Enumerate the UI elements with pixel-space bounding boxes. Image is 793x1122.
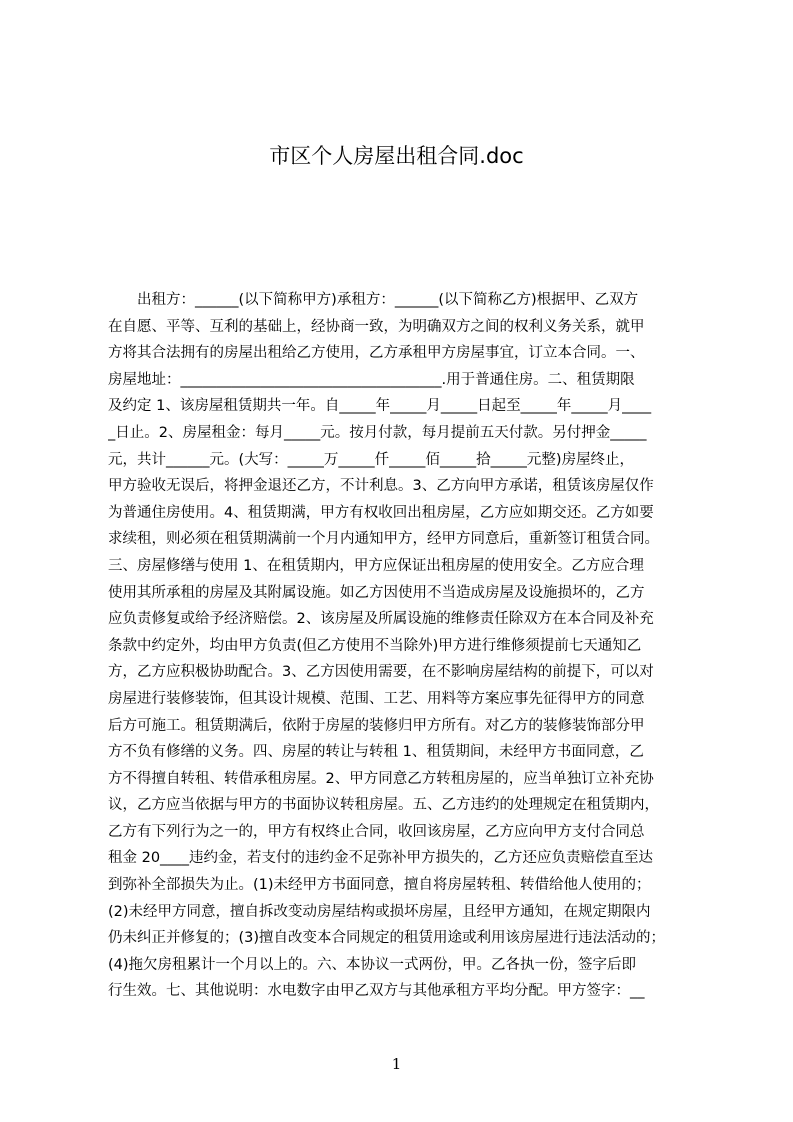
body-line: 到弥补全部损失为止。(1)未经甲方书面同意，擅自将房屋转租、转借给他人使用的； — [108, 877, 651, 894]
body-line: 条款中约定外，均由甲方负责(但乙方使用不当除外)甲方进行维修须提前七天通知乙 — [108, 637, 642, 654]
body-line: 方不得擅自转租、转借承租房屋。2、甲方同意乙方转租房屋的，应当单独订立补充协 — [108, 770, 654, 787]
body-line: 方不负有修缮的义务。四、房屋的转让与转租 1、租赁期间，未经甲方书面同意，乙 — [108, 744, 644, 761]
body-line: 行生效。七、其他说明：水电数字由甲乙双方与其他承租方平均分配。甲方签字：__ — [108, 983, 645, 1000]
body-line: 甲方验收无误后，将押金退还乙方，不计利息。3、乙方向甲方承诺，租赁该房屋仅作 — [108, 478, 654, 495]
document-title: 市区个人房屋出租合同.doc — [269, 144, 524, 168]
body-line: 房屋进行装修装饰，但其设计规模、范围、工艺、用料等方案应事先征得甲方的同意 — [108, 690, 645, 707]
body-line: (4)拖欠房租累计一个月以上的。六、本协议一式两份，甲。乙各执一份，签字后即 — [108, 956, 637, 973]
page-number: 1 — [391, 1055, 402, 1073]
body-line: 应负责修复或给予经济赔偿。2、该房屋及所属设施的维修责任除双方在本合同及补充 — [108, 611, 654, 628]
body-line: 使用其所承租的房屋及其附属设施。如乙方因使用不当造成房屋及设施损坏的，乙方 — [108, 584, 645, 601]
body-line: 后方可施工。租赁期满后，依附于房屋的装修归甲方所有。对乙方的装修装饰部分甲 — [108, 717, 645, 734]
body-line: 为普通住房使用。4、租赁期满，甲方有权收回出租房屋，乙方应如期交还。乙方如要 — [108, 504, 654, 521]
body-line: 求续租，则必须在租赁期满前一个月内通知甲方，经甲方同意后，重新签订租赁合同。 — [108, 531, 659, 548]
body-line: _日止。2、房屋租金：每月_____元。按月付款，每月提前五天付款。另付押金_____ — [108, 424, 647, 441]
body-line: 乙方有下列行为之一的，甲方有权终止合同，收回该房屋，乙方应向甲方支付合同总 — [108, 823, 645, 840]
body-line: 及约定 1、该房屋租赁期共一年。自_____年_____月_____日起至_____年_____月____ — [108, 398, 652, 415]
body-line: 方，乙方应积极协助配合。3、乙方因使用需要，在不影响房屋结构的前提下，可以对 — [108, 664, 654, 681]
body-line: 议，乙方应当依据与甲方的书面协议转租房屋。五、乙方违约的处理规定在租赁期内， — [108, 797, 659, 814]
body-line: (2)未经甲方同意，擅自拆改变动房屋结构或损坏房屋，且经甲方通知，在规定期限内 — [108, 903, 651, 920]
body-line: 三、房屋修缮与使用 1、在租赁期内，甲方应保证出租房屋的使用安全。乙方应合理 — [108, 557, 644, 574]
body-line: 出租方：______(以下简称甲方)承租方：______(以下简称乙方)根据甲、乙双方 — [108, 292, 639, 308]
body-line: 仍未纠正并修复的；(3)擅自改变本合同规定的租赁用途或利用该房屋进行违法活动的； — [108, 930, 666, 947]
body-line: 在自愿、平等、互利的基础上，经协商一致，为明确双方之间的权利义务关系，就甲 — [108, 318, 645, 335]
body-line: 房屋地址：____________________________________.用于普通住房。二、租赁期限 — [108, 371, 635, 388]
contract-body — [108, 287, 698, 1005]
body-line: 方将其合法拥有的房屋出租给乙方使用，乙方承租甲方房屋事宜，订立本合同。一、 — [108, 345, 645, 362]
body-line: 元，共计______元。(大写：_____万_____仟_____佰_____拾_____元整)房屋终止， — [108, 451, 635, 468]
body-line: 租金 20____违约金，若支付的违约金不足弥补甲方损失的，乙方还应负责赔偿直至达 — [108, 850, 654, 867]
